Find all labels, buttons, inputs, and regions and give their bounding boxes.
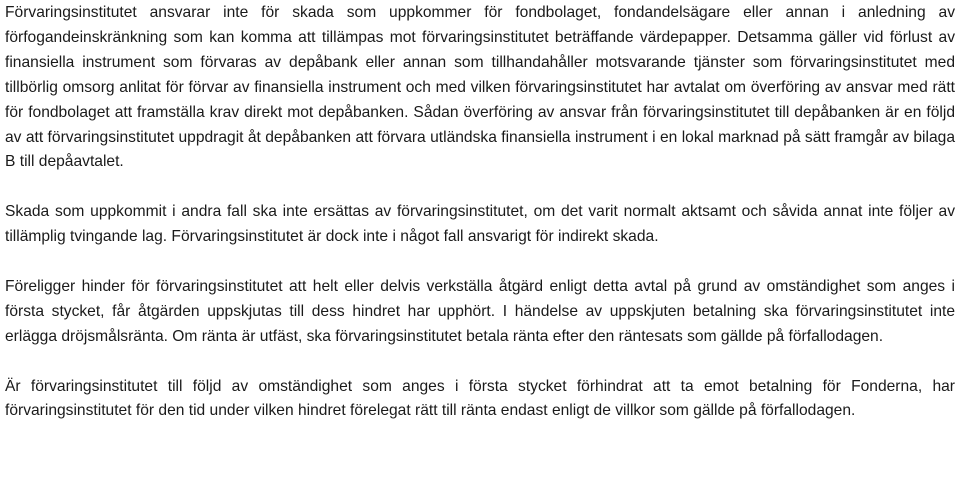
paragraph-liability-custody: Förvaringsinstitutet ansvarar inte för skada som uppkommer för fondbolaget, fondandelsägare eller annan i anledning av förfogandeinskränkning som kan komma att tillämpas mot förvaringsinstitutet beträffande värdepapper. Detsamma gäller vid förlust av finansiella instrument som förvaras av depåbank eller annan som tillhandahåller motsvarande tjänster som förvaringsinstitutet med tillbörlig omsorg anlitat för förvar av finansiella instrument och med vilken förvaringsinstitutet har avtalat om överföring av ansvar med rätt för fondbolaget att framställa krav direkt mot depåbanken. Sådan överföring av ansvar från förvaringsinstitutet till depåbanken är en följd av att förvaringsinstitutet uppdragit åt depåbanken att förvara utländska finansiella instrument i en lokal marknad på sätt framgår av bilaga B till depåavtalet. bbox=[5, 4, 955, 171]
paragraph-payment-interest: Är förvaringsinstitutet till följd av omständighet som anges i första stycket förhindrat att ta emot betalning för Fonderna, har förvaringsinstitutet för den tid under vilken hindret förelegat rätt till ränta endast enligt de villkor som gällde på förfallodagen. bbox=[5, 377, 955, 420]
paragraph-obstacle-postponement: Föreligger hinder för förvaringsinstitutet att helt eller delvis verkställa åtgärd enligt detta avtal på grund av omständighet som anges i första stycket, får åtgärden uppskjutas till dess hindret har upphört. I händelse av uppskjuten betalning ska förvaringsinstitutet inte erlägga dröjsmålsränta. Om ränta är utfäst, ska förvaringsinstitutet betala ränta efter den räntesats som gällde på förfallodagen. bbox=[5, 277, 955, 345]
paragraph-other-damages: Skada som uppkommit i andra fall ska inte ersättas av förvaringsinstitutet, om det varit normalt aktsamt och såvida annat inte följer av tillämplig tvingande lag. Förvaringsinstitutet är dock inte i något fall ansvarigt för indirekt skada. bbox=[5, 203, 955, 246]
